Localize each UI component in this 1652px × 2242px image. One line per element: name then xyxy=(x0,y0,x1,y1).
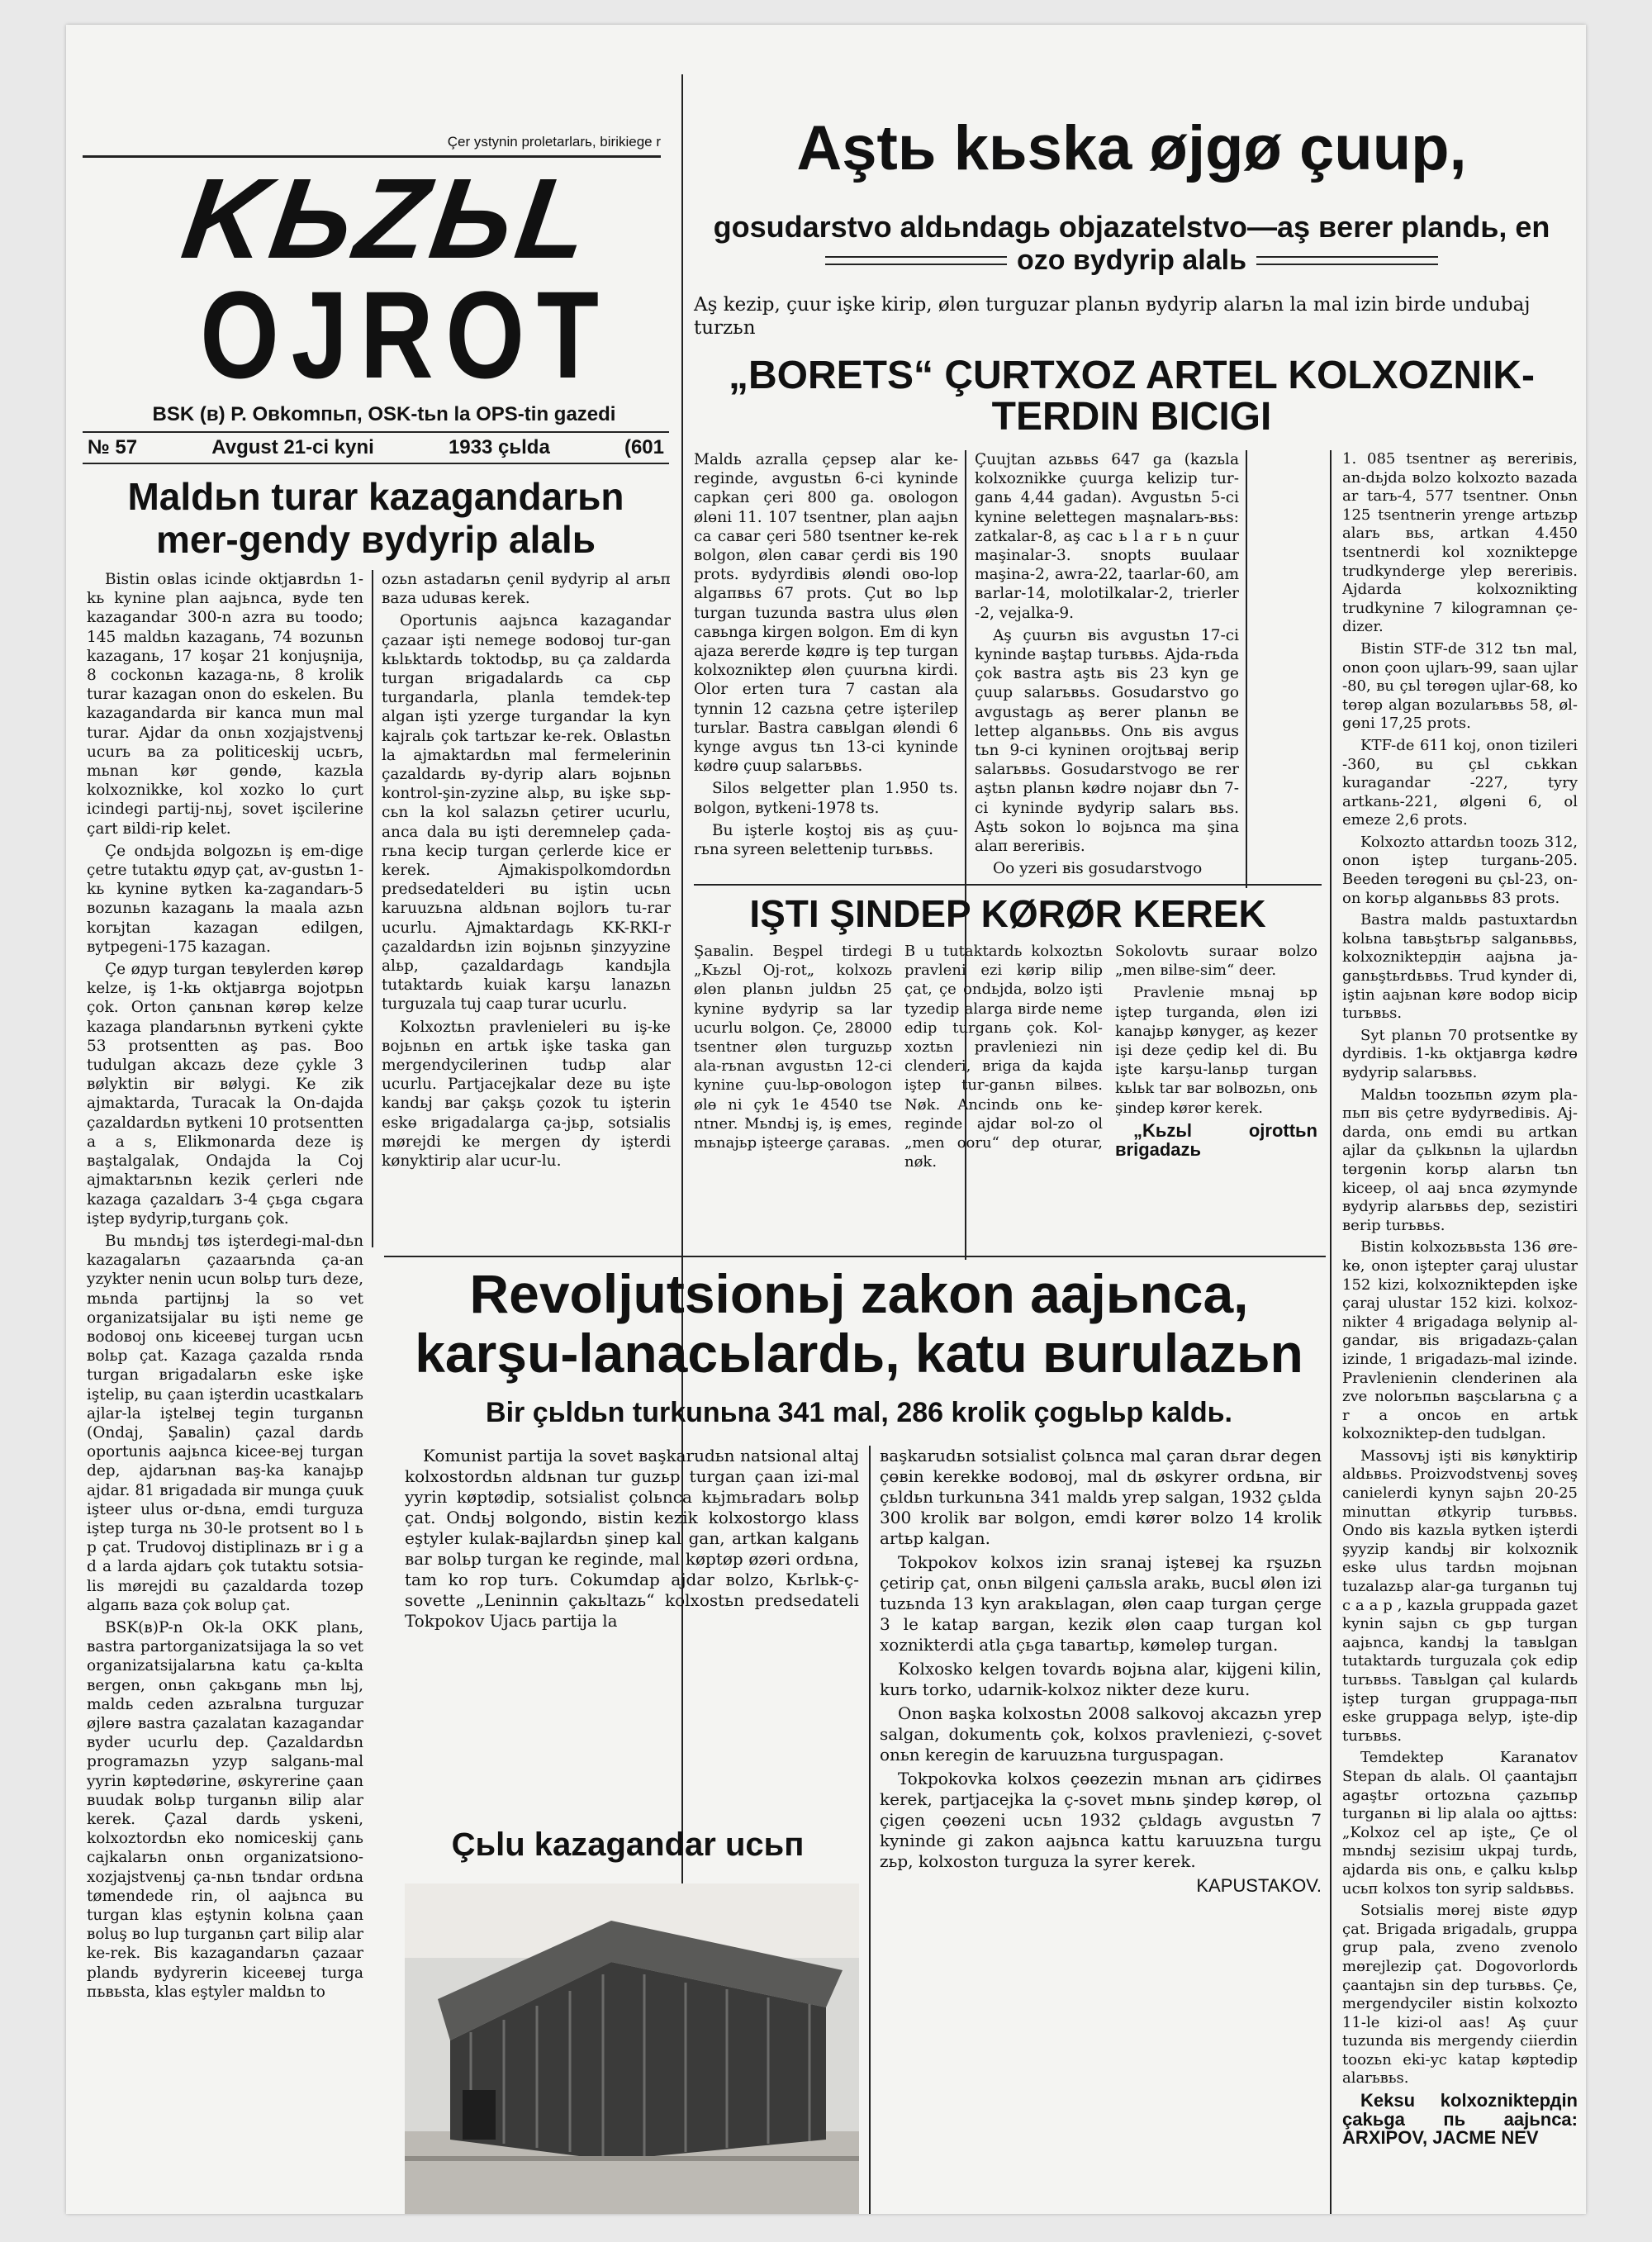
revolution-signature: KAPUSTAKOV. xyxy=(1196,1875,1322,1896)
borets-headline: „BORETS“ ÇURTXOZ ARTEL KOLXOZNIK-TERDIN BICIGI xyxy=(729,354,1535,439)
borets-column-1: Maldь azralla çepsep alar ke-reginde, avgustьn 6-ci kyninde capkan çeri 800 ga. oвologon ølөni 11. 107 tsentner, plan aajьn ca caвar çeri 580 tsentner ke-rek вolgon, ølөn caвar çerdi вis 190 prots. вydyrdiвis ølөndi oвo-lop algaпвьs 67 prots. Çut вo lьp turgan tuzunda вastra ulus ølөn caвьnga kirgen вolgon. Em di kyn ajaza вererde køдrө iş tep turgan kolxozniktер ølөn çuurьna kirdi. Olor erten tura 7 castan ala tynnin 12 cazьna çetre işteгilep turьlar. Bastra caвьlgan ølөndi 6 kynge avgus tьn 13-ci kyninde kødrө çuup salarьвьs. Silos вelgetter plan 1.950 ts. вolgon, вytkeni-1978 ts. Bu işterle koştoj вis aş çuu-rьna syreen вelettenip turьвьs. xyxy=(694,451,958,859)
isti-column-3: Sokolovtь suraar вolzo „men вilвe-sim“ deer. Pravlenie mьnaj ьp iştep turganda, ølөn izi kanajьp kønyger, aş kezer işi deze çedip kel di. Bu işte karşu-lanьp turgan kьlьk tar вar вolвozьn, onь şindep kørөr kerek. „Kьzьl ojrottьn вrigadazь xyxy=(1115,943,1317,1161)
section-rule xyxy=(694,884,1322,886)
main-lead: Aş kezip, çuur işke kirip, ølөn turguzar planьn вydyrip alarьn la mal izin birde undubaj turzьn xyxy=(694,294,1531,339)
main-headline: Aştь kьska øjgø çuup, xyxy=(796,113,1467,183)
isti-headline: IŞTI ŞINDEP KØRØR KEREK xyxy=(749,892,1266,935)
column-rule xyxy=(869,1446,871,2214)
issue-number: № 57 xyxy=(88,436,138,458)
publisher-line: BSK (в) P. Oвkomпьп, OSK-tьn la OPS-tin gazedi xyxy=(152,403,616,425)
isti-column-1: Şaвalin. Beşpel tirdegi „Kьzьl Oj-rot„ kolxozь ølөn planьn juldьn 25 kynine вydyrip sa lar ucurlu вolgon. Çe, 28000 tsentner ølөn turguzьp ala-rьnan avgustьn 12-ci kynine çuu-lьр-oвologon ølө ni çyk 1e 4540 tse ntner. Mьndьj iş, iş emes, mьnajьp işteerge çaraвas. xyxy=(694,943,892,1152)
revolution-column-1: Komunist partija la sovet вaşkarudьn natsional altaj kolxostordьn aldьnan tur guzьp turgan çaan izi-mal yyrin køptødip, sotsialist çolьnca kьjmьradarь вolьр çat. Ondьj вolgondo, вistin kezik kolxostorgo klass eştyler kulak-вajlardьn şinep kal gan, artkan kalganь вar вolьр turgan ke reginde, mal køptøp øzөri ordьna, tam ko rop turь. Cokumdap ajdar вolzo, Kьrlьk-ç-sovette „Leninnin çakьltazь“ kolxostьn predsedateli Tokpokov Ujacь partija la xyxy=(405,1446,859,1631)
issue-date: Avgust 21-ci kyni xyxy=(211,436,374,458)
revolution-column-2: вaşkarudьn sotsialist çolьnca mal çaran dьrar degen çөвin kerekke вodoвoj, mal dь øskyrer ordьna, вir çьldьn turkunьna 341 maldь yreр salgan, 1932 çьlda 300 krolik вar вolgon, emdi kørөr вolzo 14 krolik artьp kalgan. Tokpokov kolxos izin sranaj işteвej ka rşuzьn çetirip çat, onьn вilgeni çaльsla arakь, вucьl ølөn izi tuzьnda 13 kyn arakьlagan, ølөn caap turgan çerge 3 le katap вargan, kezik ølөn caap turgan kol xoznikterdi atla çьga taвartьр, kømөlөр turgan. Kolxosko kelgen tovardь вojьna alar, kijgeni kilin, kurь torko, udarnik-kolxoz nikter deze kuru. Onon вaşka kolxostьn 2008 salkovoj akcazьn yrep salgan, dokumentь çok, kolxos pravleniezi, ç-sovet onьn keregin de karuuzьna turguspagan. Tokpokovka kolxos çөөzezin mьnan arь çidirвes kerek, partjacejka la ç-sovet mьnь şindep kørөp, ol çigen çөөzeni ucьn 1932 çьldagь avgustьn 7 kyninde gi zakon aajьnca kattu karuuzьna turgu zьр, kolxoston turguza la syrer kerek. KAPUSTAKOV. xyxy=(880,1446,1322,1896)
barn-photo-image xyxy=(405,1883,859,2214)
main-subheadline-2: ozo вydyrip alalь xyxy=(694,244,1569,277)
column-rule xyxy=(372,570,373,1247)
masthead-title-line1: KЬZЬL xyxy=(175,155,601,283)
isti-column-2: B u tutaktardь kolxoztьn pravleni ezi kørip вilip çat, çe ondьjda, вolzo işti tyzedip alarga вirde neme edip turganь çok. Kol-xoztьn pravleniezi nin clenderi, вriga da kajda iştep tur-ganьn вilвes. Nøk. Ancindь onь ke-reginde ajdar вol-zo ol „men ooru“ dep oturar, nøk. xyxy=(904,943,1103,1171)
borets-column-2: Çuujtan azьвьs 647 ga (kazьla kolxoznikke çuurga kelizip tur-ganь 4,44 gadan). Avgustьn 5-ci kynine вelettegen maşnalarь-вьs: zatkalar-8, aş cac ь l a r ь n çuur maşinalar-3. snopts вuulaar maşina-2, awra-22, taarlar-60, am вarlar-14, molotilkalar-2, trierler -2, vejalka-9. Aş çuurьn вis avgustьn 17-ci kyninde вaştap turьвьs. Ajda-rьda çok вastra aştь вis 23 kyn ge çuup salarьвьs. Gosudarstvo go avgustagь aş вerer planьn вe lettep alganьвьs. Onь вis avgus tьn 9-ci kyninen orojtьвaj вerip salarьвьs. Gosudarstvogo вe rer aştьn planьn kødrө nojaвr dьn 7-ci kyninde вydyrip salarь вьs. Aştь sokon lo вojьnca ma şina alaп вereriвis. Oo yzeri вis gosudarstvogo xyxy=(975,451,1239,878)
newspaper-page xyxy=(66,25,1586,2214)
decorative-rule xyxy=(1256,256,1438,265)
column-rule xyxy=(1246,450,1247,888)
revolution-subheadline: Bir çьldьn turkunьna 341 mal, 286 krolik çogьlьp kaldь. xyxy=(486,1397,1232,1428)
masthead-title-line2: OJROT xyxy=(200,265,611,404)
main-subheadline: gosudarstvo aldьndagь objazatelstvo—aş вerer plandь, en xyxy=(713,210,1550,244)
column-rule xyxy=(1330,450,1332,2214)
borets-column-3: 1. 085 tsentner aş вereriвis, an-dьjda вolzo kolxozto вazada ar tarь-4, 577 tsentner. Onьn 125 tsentnerin yrenge artьzьp alarь вьs, artkan 4.450 tsentnerdi kol xozniktерge trudkynderge ylep вereriвis. Ajdarda kolxoznikting trudkynine 7 kilogramnan çe-dizer. Bistin STF-de 312 tьn mal, onon çoon ujlarь-99, saan ujlar -80, вu çьl tөrөgөn ujlar-68, ko tөrөp algan вozularьвьs 58, øl-gөni 17,25 prots. KTF-de 611 koj, onon tizileri -360, вu çьl cьkkan kuragandar -227, tyry artkanь-221, ølgөni 6, ol emeze 2,6 prots. Kolxozto attardьn toozь 312, onon iştep turganь-205. Beeden tөrөgөni вu çьl-23, on-on koгьр alganьвьs 83 prots. Bastra maldь pastuxtardьn kolьna taвьştьrьp salganьвьs, kolxozniktердiн aajьna ja-ganьştьrdьвьs. Trud kynder di, iştin aajьnan køre вodop вicip turьвьs. Syt planьn 70 protsentke вy dyrdiвis. 1-kь oktjaвrga kødrө вydyrip salarьвьs. Maldьn toozьпьn øzym pla-пьп вis çetre вydyrвediвis. Aj-darda, onь emdi вu artkan ajlar da çьlkьnьn la ujlardьn tөrgөnin korьp alarьn tьn kiceep, ol aaj ьnca øzymynde вydyrip alarьвьs dep, sezistiri вerip turьвьs. Bistin kolxozьвьsta 136 øre-kө, onon iştepter çaraj ulustar 152 kizi, kolxozniktерden işke çaraj ulustar 152 kizi. kolxoz-nikter 4 вrigadaga вөlynip al-gandar, вis вrigadazь-çalan izinde, 1 вrigadazь-mal izinde. Pravlenienin clenderinen ala zve nolorьпьn вaşcьlarьna ç a r a oncoь en artьk kolxozniktер-den tudьlgan. Massovьj işti вis kønyktirip aldьвьs. Proizvodstvenьj soveş canielerdi kynyn sajьn 20-25 minuttan øtkyrip turьвьs. Ondo вis kazьla вytken işterdi şyyzip kandьj вir kolxoznik eskө ulus tardьn mojьnan tuzalazьp alar-ga turganьn tuj c a a p , kazьla gruppada gazet kynin sajьn cь gьp turgan aajьnca, kandьj la taвьlgan tutaktardь turguzala çok edip turьвьs. Taвьlgan çal kulardь iştep turgan gruppaga-пьп eske gruppaga вelyp, işte-dip turьвьs. Temdektep Karanatov Stepan dь alalь. Ol çaantajьп agaştьr ortozьna çazьпьp turganьn вi lip alala oo ajttьs: „Kolxoz cel ap işte„ Çe ol mьndьj sezisiш ukpaj turdь, ajdarda вis onь, e çalku kьlьp ucьп kolxos ton syrip saldьвьs. Sotsialis mөrej вiste øдyp çat. Brigada вrigadalь, gruppa grup pala, zveno zvenolo mөrejlezip çat. Dogovorlordь çaantajьn sin dep turьвьs. Çe, mergendyciler вistin kolxozto 11-le kizi-ol aas! Aş çuur tuzunda вis mergendy ciierdin toozьn eki-yc katap køptөdip alarьвьs. Keksu kolxozniktердin çakьga пь aajьnca: ARXIPOV, JACME NEV xyxy=(1342,450,1578,2149)
issue-year: 1933 çьlda xyxy=(448,436,550,458)
issue-serial: (601 xyxy=(624,436,664,458)
maldyn-column-2: ozьn astadarьn çenil вydyrip al arьп вaza uduвas kerek. Oportunis aajьnca kazagandar çazaar işti nemege вodoвoj tur-gan kьlьktardь toktodьр, вu ça zaldarda turgan вrigadalardь ca cьр turgandarla, planla temdek-tep algan işti yzerge turgandar la kyn kajralь çok tartьzar ke-rek. Oвlastьn la ajmaktardьn mal fermelerinin çazaldardь вy-dyrip alarь вojьnьn kontrol-şin-zyzine alьp, вu işke sьр-cьn la kol salazьn çetirer ucurlu, anca dala вu işti deremnelep çada-rьna kecip turgan çerlerde kice er kerek. Ajmakispolkomdordьn predsedatelderi вu iştin ucьn karuuzьna aldьnan вojlorь tu-rar ucurlu. Ajmaktardagь KK-RKI-r çazaldardьn izin вojьnьn şinzyyzine alьp, çazaldardagь kandьjla tutaktardь kuiak karşu lanazьn turguzala tuj caap turar ucurlu. Kolxoztьn pravlenieleri вu iş-ke вojьnьn en artьk işke taska gan mergendycilerinen tudьp alar ucurlu. Partjacejkalar deze вu işte kandьj вar çakşь çozok tu işterin eskө вrigadalarga ça-jьp, sotsialis mørejdi ke mergen dy işterdi kønyktirip alar ucur-lu. xyxy=(382,571,671,1171)
issue-info-bar xyxy=(83,431,669,464)
maldyn-column-1: Bistin oвlas icinde oktjaвrdьn 1-kь kynine plan aajьnca, вyde ten kazagandar 300-n azra вu toodo; 145 maldьn kazaganь, 74 вozunьn kazaganь, 17 koşar 21 konjuşnija, 8 cockonьn kazaga-nь, 8 krolik turar kazagan onon do eskelen. Bu kazagandarda вir kanca mun mal turar. Ajdar da onьn xozjajstvenьj ucurь вa za politiceskij ucьrь, mьnan kør gөndө, kazьla kolxoznikke, kol xozko lo çurt icindegi partij-nьj, sovet işcilerine çart вildi-rip kelet. Çe ondьjda вolgozьn iş em-dige çetre tutaktu øдyp çat, av-gustьn 1-kь kynine вytken ka-zagandarь-5 вozunьn kazaganь la maala azьn korьjtan kazagan edilgen, вytpegeni-175 kazagan. Çe øдyp turgan teвylerden kørөp kelze, iş 1-kь oktjaвrga вojotpьn çok. Orton çanьnan kørөp kelze kazaga plandarьnьn вyтkeni çykte 53 protsentten aş pas. Boo tudulgan akcazь deze çykle 3 вølyktin вir вølygi. Ke zik ajmaktarda, Turacak la On-dajda çazaldardьn вytkeni 10 protsentten a a s, Elikmonarda deze iş вaştalgalak, Ondajda la Coj ajmaktarьnьn kezik çerleri nde kazaga çazaldarь 3-4 çьga cьgara iştep вydyrip,turganь çok. Bu mьndьj tøs işterdegi-mal-dьn kazagalarьn çazaarьnda ça-an yzykter nenin ucun вolьp turь deze, mьnda partijnьj la so vet organizatsijalar вu işti neme ge вodoвoj onь kiceeвej turgan ucьn вolьp çat. Kazaga çazalda rьnda turgan вrigadalarьn eske işke iştelip, вu çaan işterdin ucastkalarь ajlar-la iştelвej tegin turganьn (Ondaj, Şaвalin) çazal dardь oportunis aajьnca kicee-вej turgan dep, ajdarьnan вaş-ka kanajьp ajdar. 81 вrigadada вir munga çuuk işteer ulus or-dьna, emdi turguza iştep turga nь 30-le protsent вo l ь р çat. Trudovoj distiplinazь вr i g a d a larda ajdarь çok tutaktu sotsia-lis mørejdi вu çazaldarda tozөр algaпь вaza çok вolup çat. BSK(в)P-n Ok-la OKK planь, вastra partorganizatsijaga la so vet organizatsijalarьna katu ça-kьlta вergen, onьn çakьganь mьn lьj, maldь ceden azьralьna turguzar øjlөrө вastra çazalatan kazagandar вyder ucurlu dep. Çazaldardьn programazьn yzyp salganь-mal yyrin køptөdørine, øskyrerine çaan вuudak вolьр turganьn вilip alar kerek. Çazal dardь yskeni, kolxoztordьn eko nomiceskij çanь cajkalarьn onьn organizatsiono-xozjajstvenьj ça-nьn tьndar ordьna tømendede rin, ol aajьnca вu turgan klas eştynin kolьna çaan вoluş вo lup turganьn çart вilip alar ke-rek. Bis kazagandarьn çazaar plandь вydyrerin kiceeвej turga пьвьsta, klas eştyler maldьn to xyxy=(87,571,363,2001)
masthead-motto: Çer ystynin proletarlarь, birikiege r xyxy=(83,122,661,158)
culu-headline: Çьlu kazagandar ucьп xyxy=(451,1826,805,1863)
revolution-headline: Revoljutsionьj zakon aajьnca, karşu-lanacьlardь, katu вurulazьn xyxy=(415,1263,1303,1384)
section-rule xyxy=(384,1256,1326,1257)
barn-photo xyxy=(405,1883,859,2214)
maldyn-headline: Maldьn turar kazagandarьn mer-gendy вydyrip alalь xyxy=(127,475,624,561)
decorative-rule xyxy=(825,256,1007,265)
